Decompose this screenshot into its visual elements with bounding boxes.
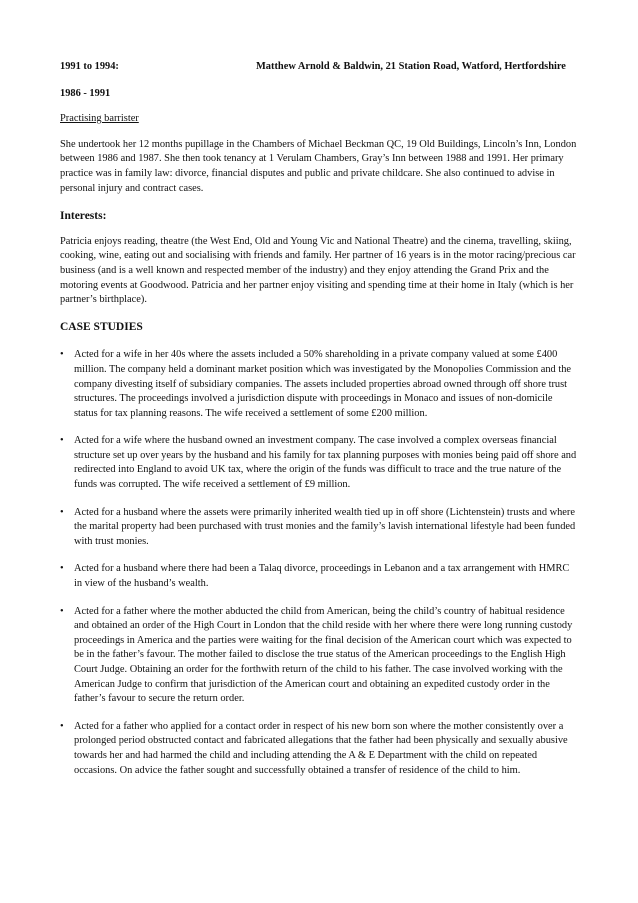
case-study-item bbox=[60, 720, 578, 778]
case-study-item bbox=[60, 506, 578, 550]
case-study-text: Acted for a father who applied for a contact order in respect of his new born son where the mother consistently over a prolonged period obstructed contact and fabricated allegations that the father had been physically and sexually abusive towards her and had harmed the child and including attending the A & E Department with the child on repeated occasions. On advice the father sought and successfully obtained a transfer of residence of the child to him. bbox=[74, 720, 568, 776]
case-study-item bbox=[60, 434, 578, 492]
bullet-icon: • bbox=[60, 349, 64, 361]
bullet-icon: • bbox=[60, 506, 64, 518]
case-study-item bbox=[60, 562, 578, 591]
case-study-text: Acted for a father where the mother abducted the child from American, being the child’s country of habitual residence and obtained an order of the High Court in London that the child reside with her where there were long running custody proceedings in America and the parties were waiting for the final decision of the American court which was expected to be in the father’s favour. The mother failed to disclose the true status of the American proceedings to the English High Court Judge. Obtaining an order for the forthwith return of the child to his father. The case involved working with the American Judge to confirm that jurisdiction of the American court and obtaining an expedited custody order in the father’s favour to secure the return order. bbox=[74, 605, 573, 705]
case-studies-heading: CASE STUDIES bbox=[60, 320, 143, 333]
interests-heading: Interests: bbox=[60, 210, 107, 223]
case-study-text: Acted for a husband where there had been a Talaq divorce, proceedings in Lebanon and a tax arrangement with HMRC in view of the husband’s wealth. bbox=[74, 563, 570, 590]
practice-title: Practising barrister bbox=[60, 113, 139, 125]
bullet-icon: • bbox=[60, 563, 64, 575]
case-study-text: Acted for a wife in her 40s where the assets included a 50% shareholding in a private company valued at some £400 million. The company held a dominant market position which was investigated by the Monopolies Commission and the company divesting itself of subsidiary companies. The assets included properties abroad owned through off shore trust structures. The proceedings involved a jurisdiction dispute with proceedings in Monaco and issues of non-domicile status for tax planning reasons. The wife received a settlement of some £200 million. bbox=[74, 349, 572, 419]
case-study-text: Acted for a wife where the husband owned an investment company. The case involved a complex overseas financial structure set up over years by the husband and his family for tax planning purposes with monies being paid off shore and redirected into England to avoid UK tax, where the origin of the funds was difficult to trace and the true nature of the funds was corrupted. The wife received a settlement of £9 million. bbox=[74, 435, 577, 491]
bullet-icon: • bbox=[60, 605, 64, 617]
case-study-text: Acted for a husband where the assets were primarily inherited wealth tied up in off shore (Lichtenstein) trusts and where the marital property had been purchased with trust monies and the family’s lavish international lifestyle had been funded with trust monies. bbox=[74, 506, 576, 547]
bullet-icon: • bbox=[60, 720, 64, 732]
case-study-item bbox=[60, 605, 578, 707]
practice-period: 1986 - 1991 bbox=[60, 87, 111, 99]
interests-description: Patricia enjoys reading, theatre (the West End, Old and Young Vic and National Theatre) and the cinema, travelling, skiing, cooking, wine, eating out and socialising with friends and family. Her partner of 16 years is in the motor racing/precious car business (and is a well known and respected member of the industry) and they enjoy attending the Grand Prix and the motoring events at Goodwood. Patricia and her partner enjoy visiting and spending time at their home in Italy (which is her partner’s birthplace). bbox=[60, 235, 576, 306]
bullet-icon: • bbox=[60, 435, 64, 447]
case-studies-list bbox=[60, 348, 578, 778]
case-study-item bbox=[60, 348, 578, 421]
employment-row bbox=[60, 60, 578, 75]
employment-period: 1991 to 1994: bbox=[60, 61, 119, 72]
practice-description: She undertook her 12 months pupillage in the Chambers of Michael Beckman QC, 19 Old Buildings, Lincoln’s Inn, London between 1986 and 1987. She then took tenancy at 1 Verulam Chambers, Gray’s Inn between 1988 and 1991. Her primary practice was in family law: divorce, financial disputes and public and private childcare. She also continued to advise in personal injury and contract cases. bbox=[60, 138, 577, 194]
employment-employer: Matthew Arnold & Baldwin, 21 Station Road, Watford, Hertfordshire bbox=[256, 61, 566, 72]
